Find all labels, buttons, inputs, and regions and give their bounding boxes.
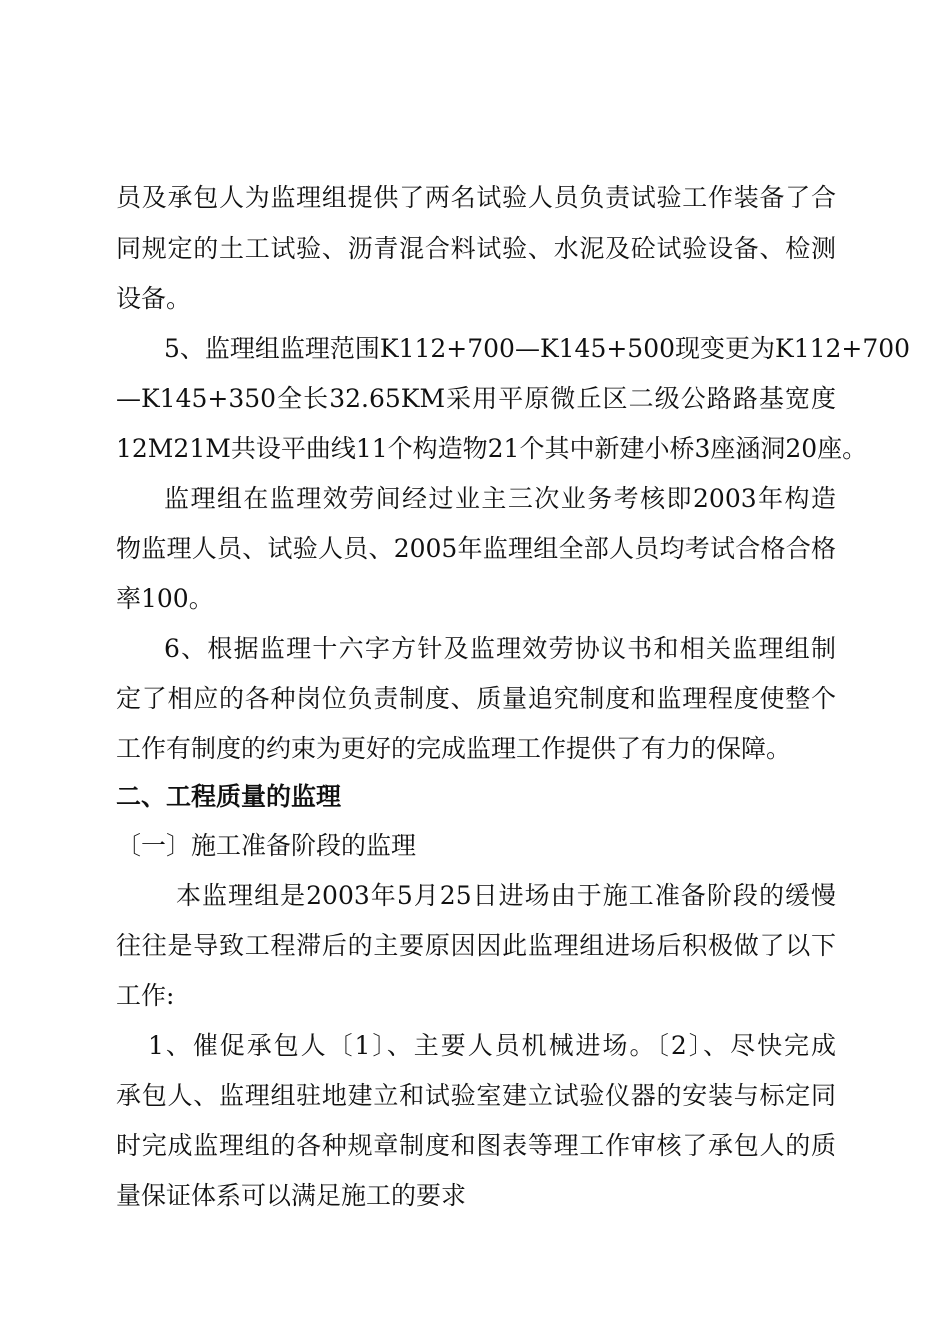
paragraph-6-line-2: 承包人、监理组驻地建立和试验室建立试验仪器的安装与标定同 [116,1081,836,1110]
paragraph-4-line-1: 6、根据监理十六字方针及监理效劳协议书和相关监理组制 [164,634,836,663]
paragraph-1-line-3: 设备。 [116,284,192,313]
paragraph-1-line-2: 同规定的土工试验、沥青混合料试验、水泥及砼试验设备、检测 [116,234,836,263]
paragraph-1-line-1: 员及承包人为监理组提供了两名试验人员负责试验工作装备了合 [116,183,836,212]
paragraph-4-line-3: 工作有制度的约束为更好的完成监理工作提供了有力的保障。 [116,734,792,763]
paragraph-2-line-2: —K145+350全长32.65KM采用平原微丘区二级公路路基宽度 [116,384,836,413]
paragraph-2-line-3: 12M21M共设平曲线11个构造物21个其中新建小桥3座涵洞20座。 [116,434,868,463]
paragraph-5-line-2: 往往是导致工程滞后的主要原因因此监理组进场后积极做了以下 [116,931,836,960]
paragraph-2-line-1: 5、监理组监理范围K112+700—K145+500现变更为K112+700 [164,334,911,363]
paragraph-6-line-3: 时完成监理组的各种规章制度和图表等理工作审核了承包人的质 [116,1131,836,1160]
paragraph-5-line-3: 工作: [116,981,175,1010]
subsection-heading: 〔一〕施工准备阶段的监理 [116,831,417,860]
paragraph-6-line-4: 量保证体系可以满足施工的要求 [116,1181,467,1210]
paragraph-3-line-2: 物监理人员、试验人员、2005年监理组全部人员均考试合格合格 [116,534,836,563]
paragraph-3-line-3: 率100。 [116,584,214,613]
paragraph-4-line-2: 定了相应的各种岗位负责制度、质量追究制度和监理程度使整个 [116,684,836,713]
section-heading: 二、工程质量的监理 [116,782,342,811]
paragraph-6-line-1: 1、催促承包人〔1〕、主要人员机械进场。〔2〕、尽快完成 [148,1031,836,1060]
paragraph-5-line-1: 本监理组是2003年5月25日进场由于施工准备阶段的缓慢 [176,881,836,910]
paragraph-3-line-1: 监理组在监理效劳间经过业主三次业务考核即2003年构造 [164,484,836,513]
